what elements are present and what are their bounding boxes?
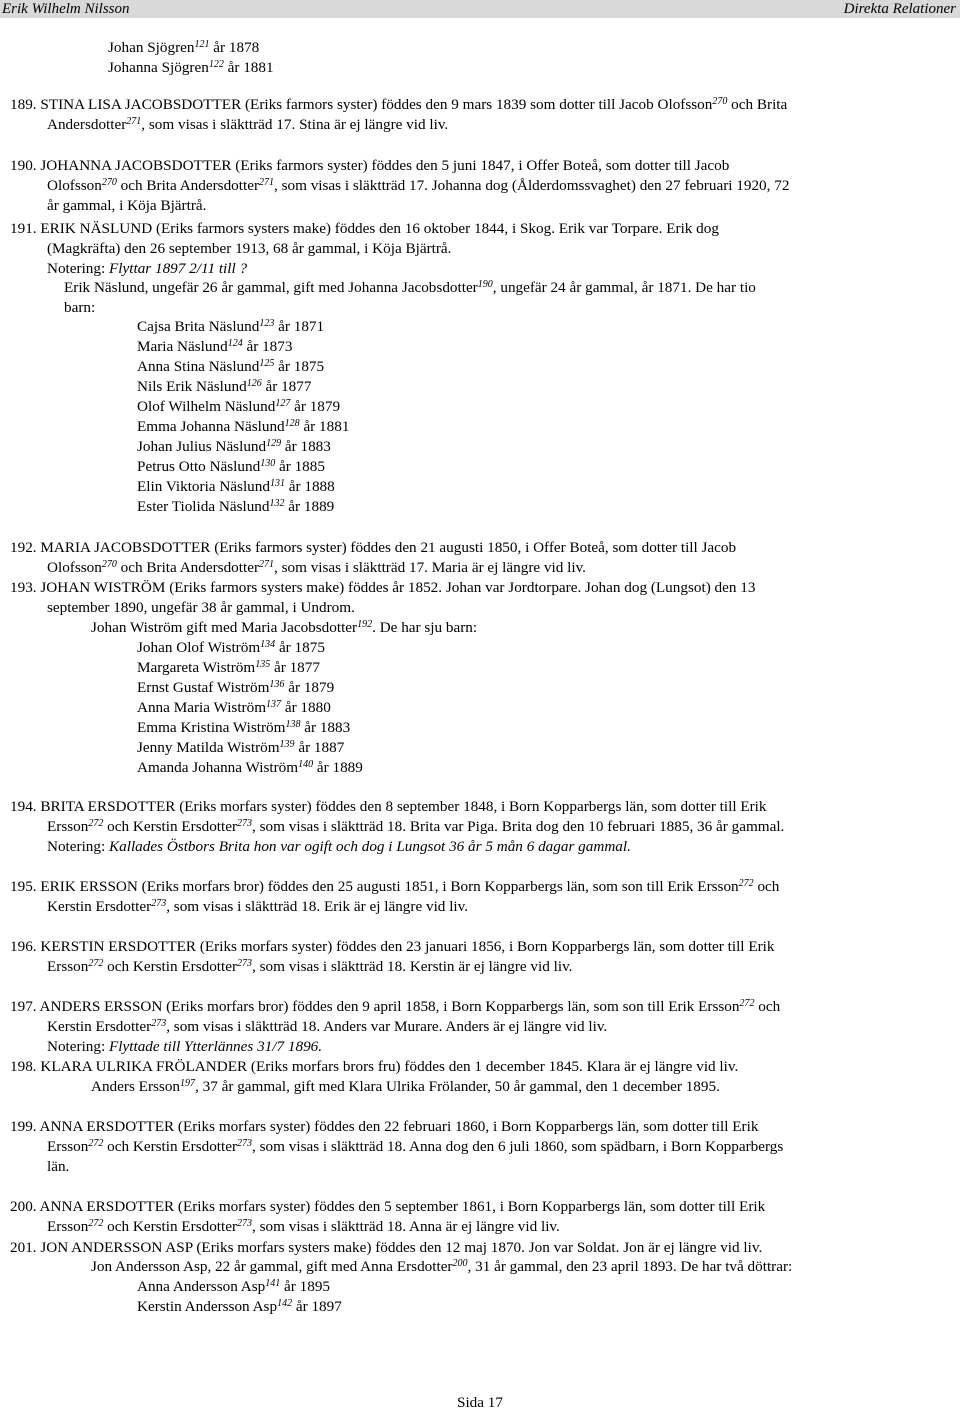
line-text: år 1881	[223, 59, 274, 76]
page-number: Sida 17	[457, 1394, 503, 1411]
reference-number: 127	[275, 398, 291, 409]
reference-number: 273	[237, 1218, 253, 1229]
entry-line	[10, 95, 787, 115]
entry-line	[10, 219, 719, 239]
line-text: Notering:	[47, 260, 110, 277]
line-text: Ersson	[47, 958, 89, 975]
reference-number: 197	[180, 1078, 196, 1089]
reference-number: 140	[298, 759, 314, 770]
reference-number: 132	[269, 498, 285, 509]
child-line	[137, 437, 331, 457]
line-text: Johan Sjögren	[108, 39, 195, 56]
line-text: Andersdotter	[47, 116, 127, 133]
reference-number: 272	[739, 998, 755, 1009]
line-text: Jenny Matilda Wiström	[137, 739, 280, 756]
reference-number: 271	[259, 177, 274, 188]
reference-number: 124	[227, 338, 243, 349]
line-text: år 1889	[313, 759, 363, 776]
entry-line	[10, 937, 774, 957]
reference-number: 272	[738, 878, 754, 889]
line-text: 192. MARIA JACOBSDOTTER (Eriks farmors syster) föddes den 21 augusti 1850, i Offer Boteå, som dotter till Jacob	[10, 539, 737, 556]
line-text: , som visas i släktträd 18. Brita var Piga. Brita dog den 10 februari 1885, 36 år gammal.	[252, 818, 785, 835]
reference-number: 137	[266, 699, 282, 710]
line-text: Ersson	[47, 818, 89, 835]
line-text: år 1879	[290, 398, 341, 415]
reference-number: 271	[126, 116, 142, 127]
line-text: år 1873	[242, 338, 293, 355]
line-text: Anna Stina Näslund	[137, 358, 260, 375]
line-text: Johan Julius Näslund	[137, 438, 267, 455]
line-text: 197. ANDERS ERSSON (Eriks morfars bror) föddes den 9 april 1858, i Born Kopparbergs län, som son till Erik Ersson	[10, 998, 740, 1015]
line-text: Emma Kristina Wiström	[137, 719, 286, 736]
line-text: 199. ANNA ERSDOTTER (Eriks morfars syster) föddes den 22 februari 1860, i Born Kopparbergs län, som dotter till Erik	[10, 1118, 759, 1135]
reference-number: 270	[101, 177, 117, 188]
line-text: år 1875	[275, 639, 325, 656]
entry-line	[47, 176, 789, 196]
reference-number: 130	[260, 458, 276, 469]
header-section: Direkta Relationer	[843, 1, 956, 17]
line-text: län.	[47, 1158, 70, 1175]
header-author: Erik Wilhelm Nilsson	[2, 1, 130, 17]
line-text: (Magkräfta) den 26 september 1913, 68 år gammal, i Köja Bjärtrå.	[47, 240, 452, 257]
note-line	[47, 1037, 322, 1057]
entry-line	[47, 115, 448, 135]
marriage-line	[64, 278, 756, 298]
child-line	[137, 357, 324, 377]
child-line	[137, 658, 320, 678]
line-text: 196. KERSTIN ERSDOTTER (Eriks morfars syster) föddes den 23 januari 1856, i Born Kopparbergs län, som dotter till Erik	[10, 938, 775, 955]
line-text: Cajsa Brita Näslund	[137, 318, 260, 335]
line-text: , ungefär 24 år gammal, år 1871. De har tio	[492, 279, 756, 296]
line-text: , som visas i släktträd 18. Anna dog den 6 juli 1860, som spädbarn, i Born Kopparbergs	[252, 1138, 784, 1155]
reference-number: 141	[265, 1278, 281, 1289]
reference-number: 271	[259, 559, 274, 570]
child-line	[137, 317, 324, 337]
line-text: , 31 år gammal, den 23 april 1893. De har två döttrar:	[467, 1258, 793, 1275]
line-text: Jon Andersson Asp, 22 år gammal, gift med Anna Ersdotter	[91, 1258, 453, 1275]
reference-number: 126	[246, 378, 262, 389]
reference-number: 270	[712, 96, 728, 107]
child-line	[137, 1277, 330, 1297]
line-text: Anna Maria Wiström	[137, 699, 267, 716]
line-text: och Kerstin Ersdotter	[103, 818, 238, 835]
reference-number: 272	[88, 818, 104, 829]
reference-number: 273	[237, 1138, 253, 1149]
child-line	[137, 1297, 342, 1317]
line-text: 194. BRITA ERSDOTTER (Eriks morfars syster) föddes den 8 september 1848, i Born Kopparbergs län, som dotter till Erik	[10, 798, 767, 815]
line-text: Olofsson	[47, 559, 102, 576]
entry-line	[10, 1057, 738, 1077]
line-text: , som visas i släktträd 18. Anna är ej längre vid liv.	[252, 1218, 560, 1235]
line-text: 201. JON ANDERSSON ASP (Eriks morfars systers make) föddes den 12 maj 1870. Jon var Soldat. Jon är ej längre vid liv.	[10, 1239, 763, 1256]
child-line	[137, 698, 331, 718]
line-text: och Kerstin Ersdotter	[103, 958, 238, 975]
reference-number: 192	[357, 619, 373, 630]
child-line	[108, 58, 274, 78]
page-header	[0, 0, 960, 18]
line-text: Ersson	[47, 1138, 89, 1155]
line-text: och Brita Andersdotter	[116, 177, 259, 194]
line-text: år 1883	[281, 438, 331, 455]
line-text: Ester Tiolida Näslund	[137, 498, 270, 515]
entry-line	[10, 156, 729, 176]
line-text: Olof Wilhelm Näslund	[137, 398, 276, 415]
child-line	[137, 337, 292, 357]
line-text: 195. ERIK ERSSON (Eriks morfars bror) föddes den 25 augusti 1851, i Born Kopparbergs län, som son till Erik Ersson	[10, 878, 739, 895]
entry-line	[47, 897, 468, 917]
child-line	[137, 758, 363, 778]
line-text: september 1890, ungefär 38 år gammal, i Undrom.	[47, 599, 355, 616]
entry-line	[10, 538, 736, 558]
line-text: 190. JOHANNA JACOBSDOTTER (Eriks farmors syster) föddes den 5 juni 1847, i Offer Boteå, som dotter till Jacob	[10, 157, 730, 174]
reference-number: 200	[452, 1258, 468, 1269]
line-text: år 1881	[299, 418, 350, 435]
line-text: Notering:	[47, 838, 110, 855]
line-text: , som visas i släktträd 17. Johanna dog (Ålderdomssvaghet) den 27 februari 1920, 72	[274, 177, 790, 194]
marriage-line	[91, 1077, 720, 1097]
entry-line	[47, 957, 572, 977]
line-text: barn:	[64, 299, 96, 316]
marriage-line	[91, 1257, 792, 1277]
line-text: Ernst Gustaf Wiström	[137, 679, 270, 696]
entry-line	[47, 1017, 607, 1037]
line-text: Anders Ersson	[91, 1078, 181, 1095]
line-text: Emma Johanna Näslund	[137, 418, 285, 435]
child-line	[137, 738, 344, 758]
line-text: , som visas i släktträd 18. Anders var Murare. Anders är ej längre vid liv.	[166, 1018, 608, 1035]
line-text: Johanna Sjögren	[108, 59, 209, 76]
line-text: år 1877	[270, 659, 320, 676]
entry-line	[10, 1197, 765, 1217]
line-text: Elin Viktoria Näslund	[137, 478, 270, 495]
line-text: Olofsson	[47, 177, 102, 194]
line-text: , 37 år gammal, gift med Klara Ulrika Frölander, 50 år gammal, den 1 december 1895.	[195, 1078, 720, 1095]
entry-line	[10, 797, 767, 817]
note-line	[47, 259, 247, 279]
entry-line	[47, 817, 784, 837]
reference-number: 273	[151, 898, 167, 909]
line-text: och Kerstin Ersdotter	[103, 1218, 238, 1235]
child-line	[137, 397, 340, 417]
line-text: år 1877	[261, 378, 312, 395]
note-line	[47, 837, 631, 857]
reference-number: 122	[208, 59, 224, 70]
entry-line	[47, 598, 355, 618]
line-text: och Kerstin Ersdotter	[103, 1138, 238, 1155]
reference-number: 270	[101, 559, 117, 570]
entry-line	[10, 1238, 762, 1258]
entry-line	[10, 997, 780, 1017]
reference-number: 136	[269, 679, 285, 690]
child-line	[137, 457, 325, 477]
reference-number: 129	[266, 438, 282, 449]
line-text: år 1879	[284, 679, 335, 696]
line-text: Petrus Otto Näslund	[137, 458, 261, 475]
line-text: Johan Wiström gift med Maria Jacobsdotter	[91, 619, 358, 636]
line-text: år 1878	[209, 39, 260, 56]
line-text: , som visas i släktträd 17. Maria är ej längre vid liv.	[274, 559, 586, 576]
line-text: år gammal, i Köja Bjärtrå.	[47, 197, 207, 214]
entry-line	[10, 877, 779, 897]
child-line	[137, 377, 311, 397]
reference-number: 273	[151, 1018, 167, 1029]
line-text: år 1897	[292, 1298, 342, 1315]
line-text: Maria Näslund	[137, 338, 228, 355]
reference-number: 272	[88, 1218, 104, 1229]
reference-number: 138	[285, 719, 301, 730]
line-text: 200. ANNA ERSDOTTER (Eriks morfars syster) föddes den 5 september 1861, i Born Kopparbergs län, som dotter till Erik	[10, 1198, 766, 1215]
entry-line	[47, 239, 451, 259]
line-text: 189. STINA LISA JACOBSDOTTER (Eriks farmors syster) föddes den 9 mars 1839 som dotter till Jacob Olofsson	[10, 96, 713, 113]
line-text: och	[753, 878, 780, 895]
line-text: och Brita Andersdotter	[116, 559, 259, 576]
reference-number: 125	[259, 358, 275, 369]
reference-number: 273	[237, 818, 253, 829]
line-text: Amanda Johanna Wiström	[137, 759, 299, 776]
line-text: Erik Näslund, ungefär 26 år gammal, gift med Johanna Jacobsdotter	[64, 279, 478, 296]
line-text: Nils Erik Näslund	[137, 378, 247, 395]
reference-number: 139	[279, 739, 295, 750]
line-text: Ersson	[47, 1218, 89, 1235]
line-text: 198. KLARA ULRIKA FRÖLANDER (Eriks morfars brors fru) föddes den 1 december 1845. Klara är ej längre vid liv.	[10, 1058, 739, 1075]
marriage-line	[64, 298, 95, 318]
line-text: , som visas i släktträd 18. Erik är ej längre vid liv.	[166, 898, 469, 915]
line-text: Margareta Wiström	[137, 659, 256, 676]
entry-line	[10, 578, 755, 598]
reference-number: 128	[284, 418, 300, 429]
child-line	[137, 497, 334, 517]
child-line	[137, 638, 325, 658]
line-text: år 1880	[281, 699, 331, 716]
line-text: , som visas i släktträd 17. Stina är ej längre vid liv.	[141, 116, 449, 133]
line-text: Kerstin Ersdotter	[47, 1018, 152, 1035]
entry-line	[47, 196, 206, 216]
entry-line	[10, 1117, 758, 1137]
line-text: Johan Olof Wiström	[137, 639, 261, 656]
line-text: och Brita	[727, 96, 788, 113]
entry-line	[47, 1157, 69, 1177]
reference-number: 121	[194, 39, 210, 50]
reference-number: 135	[255, 659, 271, 670]
reference-number: 272	[88, 1138, 104, 1149]
line-text: år 1885	[275, 458, 325, 475]
line-text: 193. JOHAN WISTRÖM (Eriks farmors systers make) föddes år 1852. Johan var Jordtorpare. Johan dog (Lungsot) den 13	[10, 579, 756, 596]
reference-number: 142	[277, 1298, 293, 1309]
line-text: Kerstin Ersdotter	[47, 898, 152, 915]
reference-number: 123	[259, 318, 275, 329]
line-text: 191. ERIK NÄSLUND (Eriks farmors systers make) föddes den 16 oktober 1844, i Skog. Erik var Torpare. Erik dog	[10, 220, 719, 237]
line-text: år 1883	[300, 719, 351, 736]
line-text: år 1889	[284, 498, 335, 515]
line-text: Anna Andersson Asp	[137, 1278, 266, 1295]
reference-number: 131	[269, 478, 285, 489]
line-text: och	[754, 998, 781, 1015]
line-text: Notering:	[47, 1038, 110, 1055]
child-line	[137, 417, 349, 437]
reference-number: 134	[260, 639, 276, 650]
reference-number: 273	[237, 958, 253, 969]
line-text: år 1895	[280, 1278, 331, 1295]
child-line	[108, 38, 259, 58]
note-text: Kallades Östbors Brita hon var ogift och dog i Lungsot 36 år 5 mån 6 dagar gammal.	[109, 838, 631, 855]
marriage-line	[91, 618, 477, 638]
reference-number: 190	[477, 279, 493, 290]
entry-line	[47, 1217, 560, 1237]
line-text: , som visas i släktträd 18. Kerstin är ej längre vid liv.	[252, 958, 573, 975]
line-text: år 1888	[284, 478, 335, 495]
entry-line	[47, 1137, 783, 1157]
line-text: . De har sju barn:	[372, 619, 478, 636]
line-text: år 1875	[274, 358, 325, 375]
child-line	[137, 678, 334, 698]
reference-number: 272	[88, 958, 104, 969]
child-line	[137, 477, 335, 497]
line-text: Kerstin Andersson Asp	[137, 1298, 278, 1315]
child-line	[137, 718, 350, 738]
note-text: Flyttade till Ytterlännes 31/7 1896.	[109, 1038, 323, 1055]
note-text: Flyttar 1897 2/11 till ?	[109, 260, 248, 277]
line-text: år 1887	[294, 739, 345, 756]
entry-line	[47, 558, 586, 578]
line-text: år 1871	[274, 318, 325, 335]
